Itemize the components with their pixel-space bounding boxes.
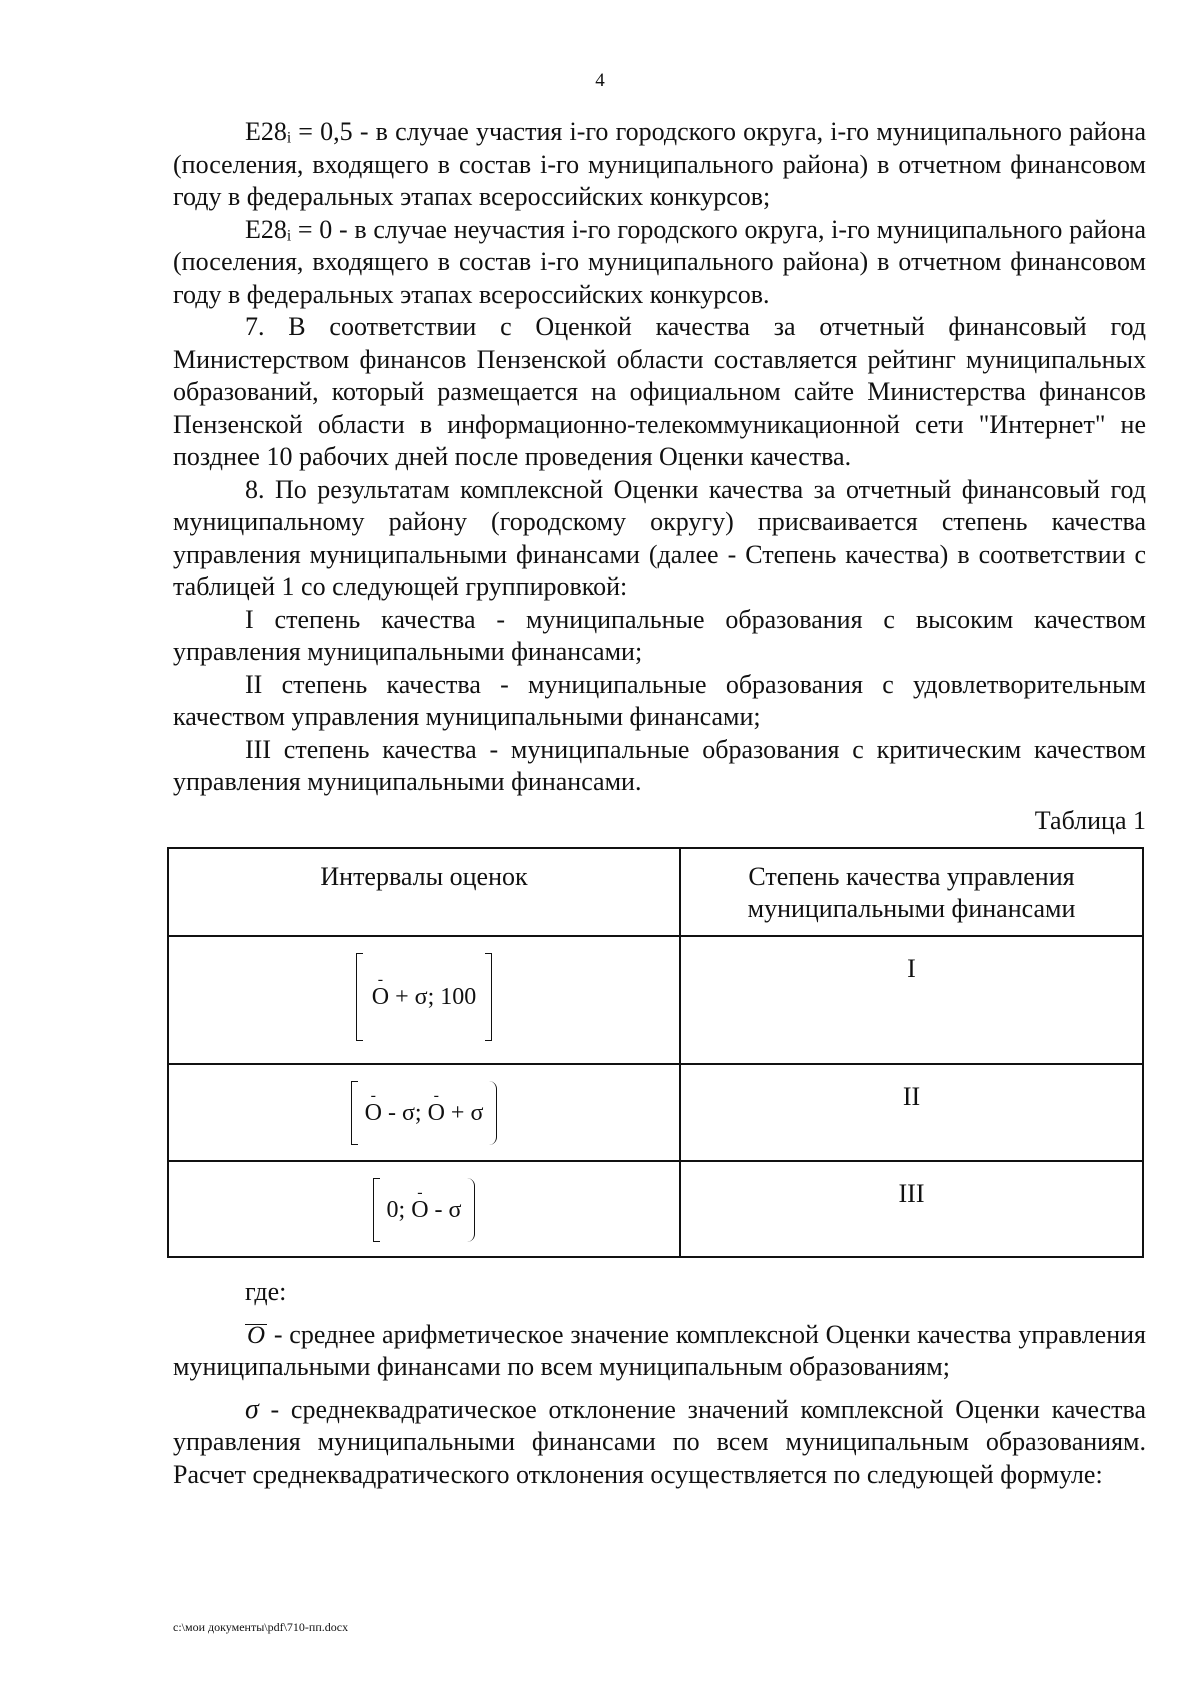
- table-row: [168, 1161, 1143, 1257]
- degree-2-definition: II степень качества - муниципальные образования с удовлетворительным качеством управления муниципальными финансами;: [173, 669, 1146, 731]
- where-label: где:: [245, 1277, 287, 1306]
- o-mean-overline-symbol: O: [247, 1321, 266, 1349]
- footer-file-path: c:\мои документы\pdf\710-пп.docx: [173, 1620, 349, 1634]
- interval-pre: 0;: [386, 1197, 412, 1223]
- interval-formula-3: [373, 1178, 476, 1242]
- o-mean-symbol: - O: [428, 1087, 445, 1139]
- paragraph-8: 8. По результатам комплексной Оценки качества за отчетный финансовый год муниципальному району (городскому округу) присваивается степень качества управления муниципальными финансами (далее - Степень качества) в соответствии с таблицей 1 со следующей группировкой:: [173, 474, 1146, 601]
- document-body: [173, 116, 1146, 1491]
- header-intervals: Интервалы оценок: [168, 848, 680, 936]
- interval-rest: + σ: [444, 1100, 484, 1126]
- left-square-bracket: [373, 1178, 380, 1242]
- table-caption: Таблица 1: [1034, 805, 1146, 835]
- degree-cell: II: [680, 1064, 1143, 1161]
- legend-o-mean: [173, 1319, 1146, 1384]
- degree-cell: I: [680, 936, 1143, 1064]
- interval-formula-2: [351, 1081, 498, 1145]
- o-mean-symbol: - O: [365, 1087, 382, 1139]
- paragraph-e28-half: E28ᵢ = 0,5 - в случае участия i-го городского округа, i-го муниципального района (поселения, входящего в состав i-го муниципального района) в отчетном финансовом году в федеральных этапах всероссийских конкурсов;: [173, 117, 1146, 211]
- legend-o-text: - среднее арифметическое значение комплексной Оценки качества управления муниципальными финансами по всем муниципальным образованиям;: [173, 1319, 1147, 1381]
- right-parenthesis: [467, 1178, 475, 1242]
- right-square-bracket: [485, 953, 492, 1041]
- paragraph-e28-zero: E28ᵢ = 0 - в случае неучастия i-го городского округа, i-го муниципального района (поселения, входящего в состав i-го муниципального района) в отчетном финансовом году в федеральных этапах всероссийских конкурсов.: [173, 214, 1146, 309]
- left-square-bracket: [356, 953, 363, 1041]
- interval-cell: [168, 1161, 680, 1257]
- interval-cell: [168, 936, 680, 1064]
- left-square-bracket: [351, 1081, 358, 1145]
- degree-3-definition: III степень качества - муниципальные образования с критическим качеством управления муниципальными финансами.: [173, 734, 1146, 796]
- degree-1-definition: I степень качества - муниципальные образования с высоким качеством управления муниципальными финансами;: [173, 604, 1146, 666]
- interval-formula-1: [356, 953, 492, 1041]
- interval-cell: [168, 1064, 680, 1161]
- grades-table: [167, 847, 1144, 1258]
- table-row: [168, 936, 1143, 1064]
- interval-mid: - σ;: [381, 1100, 428, 1126]
- table-header-row: [168, 848, 1143, 936]
- o-mean-symbol: - O: [372, 973, 389, 1021]
- interval-rest: + σ; 100: [395, 984, 477, 1010]
- table-row: [168, 1064, 1143, 1161]
- degree-cell: III: [680, 1161, 1143, 1257]
- sigma-symbol: σ: [245, 1393, 259, 1425]
- paragraph-7: 7. В соответствии с Оценкой качества за отчетный финансовый год Министерством финансов Пензенской области составляется рейтинг муниципальных образований, который размещается на официальном сайте Министерства финансов Пензенской области в информационно-телекоммуникационной сети "Интернет" не позднее 10 рабочих дней после проведения Оценки качества.: [173, 312, 1146, 471]
- right-parenthesis: [489, 1081, 497, 1145]
- header-degree: Степень качества управления муниципальными финансами: [680, 848, 1143, 936]
- page-number: 4: [595, 70, 605, 91]
- interval-rest: - σ: [428, 1197, 462, 1223]
- o-mean-symbol: - O: [411, 1184, 428, 1236]
- legend-sigma-text: - среднеквадратическое отклонение значений комплексной Оценки качества управления муниципальными финансами по всем муниципальным образованиям. Расчет среднеквадратического отклонения осуществляется по следующей формуле:: [173, 1394, 1147, 1489]
- legend-sigma: [173, 1394, 1146, 1492]
